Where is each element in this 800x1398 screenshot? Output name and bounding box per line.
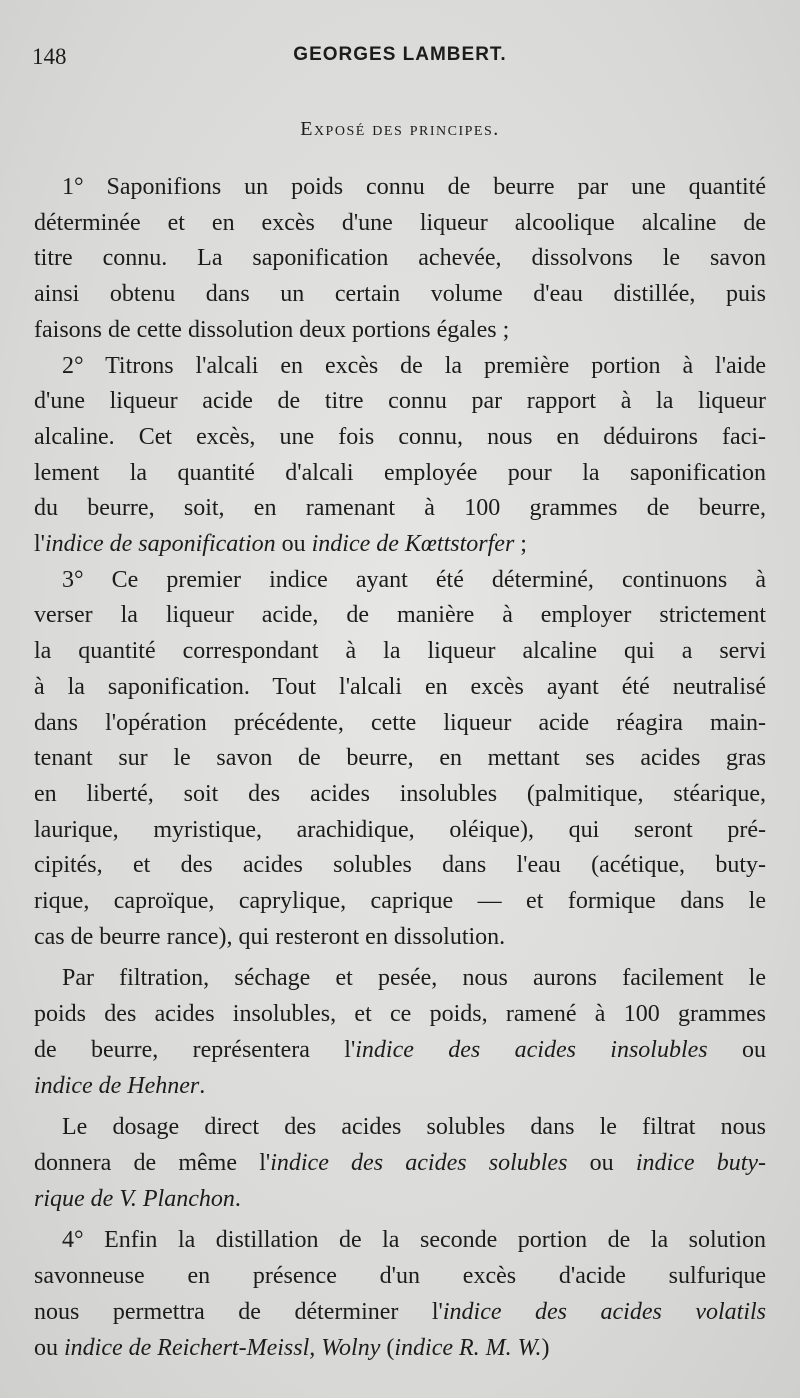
italic-term: indice des acides solubles (270, 1149, 568, 1176)
text-line: du beurre, soit, en ramenant à 100 grammes de beurre, (34, 495, 766, 522)
text-line: tenant sur le savon de beurre, en mettant ses acides gras (34, 745, 766, 772)
text-line: 1° Saponifions un poids connu de beurre par une quantité (62, 174, 766, 200)
text-line (34, 1182, 766, 1218)
paragraph-2 (34, 349, 766, 563)
text-run: nous permettra de déterminer l' (34, 1298, 443, 1325)
text-line: déterminée et en excès d'une liqueur alcoolique alcaline de (34, 209, 766, 236)
text-line: d'une liqueur acide de titre connu par rapport à la liqueur (34, 388, 766, 415)
text-line: 3° Ce premier indice ayant été déterminé, continuons à (62, 566, 766, 593)
text-line: à la saponification. Tout l'alcali en excès ayant été neutralisé (34, 673, 766, 700)
running-head: GEORGES LAMBERT. (293, 44, 507, 65)
paragraph-4 (34, 961, 766, 1104)
paragraph-3 (34, 563, 766, 956)
text-line: lement la quantité d'alcali employée pour la saponification (34, 459, 766, 486)
page-header (30, 30, 770, 80)
italic-term: indice de Kœttstorfer (311, 531, 515, 558)
text-run: ou (34, 1334, 64, 1361)
text-run: ( (380, 1334, 395, 1361)
text-line: verser la liqueur acide, de manière à employer strictement (34, 602, 766, 629)
text-line: cas de beurre rance), qui resteront en dissolution. (34, 923, 506, 950)
text-line: 4° Enfin la distillation de la seconde portion de la solution (62, 1227, 766, 1254)
body-text (34, 170, 766, 1366)
text-line: la quantité correspondant à la liqueur alcaline qui a servi (34, 638, 766, 665)
paragraph-1 (34, 170, 766, 349)
text-run: ou (707, 1036, 767, 1063)
italic-term: indice buty- (635, 1149, 766, 1176)
text-run: ou (275, 531, 312, 558)
paragraph-6 (34, 1223, 766, 1366)
text-line (34, 527, 766, 563)
text-run: de beurre, représentera l' (34, 1036, 356, 1063)
page-number: 148 (32, 44, 67, 69)
text-run: ou (567, 1149, 636, 1176)
paragraph-5 (34, 1110, 766, 1217)
text-line: titre connu. La saponification achevée, dissolvons le savon (34, 245, 766, 272)
text-line (34, 1331, 766, 1367)
text-run: l' (34, 531, 45, 558)
italic-term: rique de V. Planchon (34, 1185, 235, 1212)
text-line: en liberté, soit des acides insolubles (palmitique, stéarique, (34, 780, 766, 807)
text-run: ) (541, 1334, 550, 1361)
text-line: dans l'opération précédente, cette liqueur acide réagira main- (34, 709, 766, 736)
text-line: laurique, myristique, arachidique, oléique), qui seront pré- (34, 816, 766, 843)
italic-term: indice R. M. W. (394, 1334, 542, 1361)
text-line: ainsi obtenu dans un certain volume d'eau distillée, puis (34, 281, 766, 308)
text-line: faisons de cette dissolution deux portions égales ; (34, 316, 510, 343)
text-line: rique, caproïque, caprylique, caprique — et formique dans le (34, 888, 766, 915)
text-run: . (199, 1072, 206, 1099)
text-line: cipités, et des acides solubles dans l'eau (acétique, buty- (34, 852, 766, 879)
italic-term: indice des acides volatils (442, 1298, 767, 1325)
text-line (34, 1146, 766, 1182)
text-line: poids des acides insolubles, et ce poids, ramené à 100 grammes (34, 1001, 766, 1028)
text-run: ; (514, 531, 527, 558)
italic-term: indice de saponification (45, 531, 276, 558)
text-line (34, 1033, 766, 1069)
italic-term: indice de Reichert-Meissl, Wolny (64, 1334, 381, 1361)
section-title: Exposé des principes. (300, 118, 500, 140)
text-line: Le dosage direct des acides solubles dans le filtrat nous (62, 1114, 766, 1141)
text-run: . (234, 1185, 241, 1212)
text-line (34, 1295, 766, 1331)
italic-term: indice de Hehner (34, 1072, 200, 1099)
text-line: 2° Titrons l'alcali en excès de la première portion à l'aide (62, 352, 766, 379)
text-line: savonneuse en présence d'un excès d'acide sulfurique (34, 1263, 766, 1290)
text-run: donnera de même l' (34, 1149, 271, 1176)
text-line: Par filtration, séchage et pesée, nous aurons facilement le (62, 965, 766, 992)
text-line (34, 1069, 766, 1105)
italic-term: indice des acides insolubles (355, 1036, 708, 1063)
text-line: alcaline. Cet excès, une fois connu, nous en déduirons faci- (34, 423, 766, 450)
